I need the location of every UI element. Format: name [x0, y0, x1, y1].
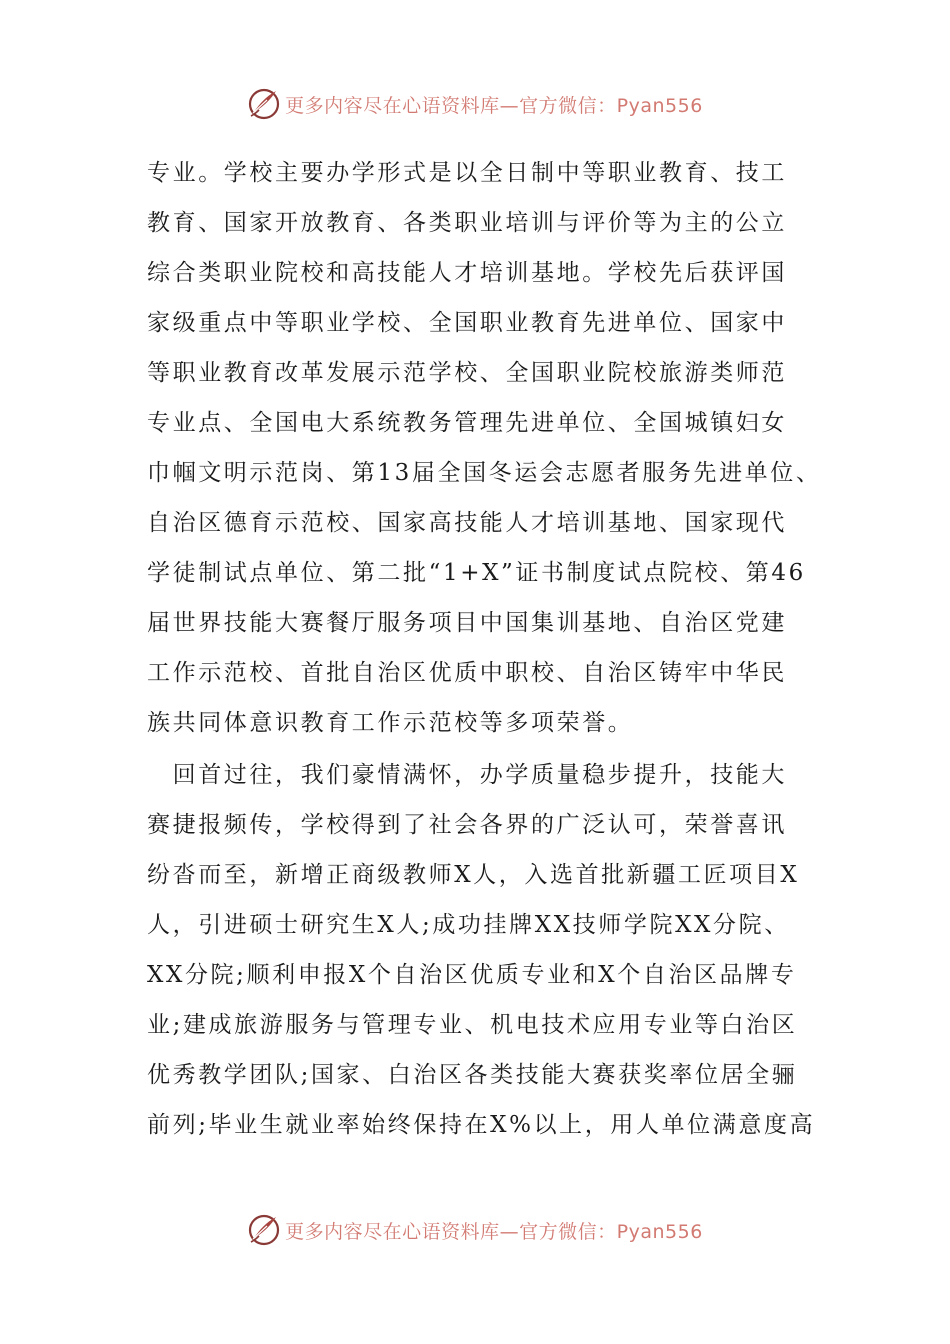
text-line: 综合类职业院校和高技能人才培训基地。学校先后获评国 — [147, 260, 787, 286]
paragraph-2 — [147, 750, 816, 1150]
feather-pen-logo-icon — [247, 1213, 281, 1247]
text-line: 自治区德育示范校、国家高技能人才培训基地、国家现代 — [147, 510, 787, 536]
text-line: 专业点、全国电大系统教务管理先进单位、全国城镇妇女 — [147, 410, 787, 436]
text-line: 业;建成旅游服务与管理专业、机电技术应用专业等白治区 — [147, 1012, 798, 1038]
header-banner — [0, 82, 950, 126]
paragraph-1 — [147, 148, 822, 748]
text-line: 巾帼文明示范岗、第13届全国冬运会志愿者服务先进单位、 — [147, 460, 822, 486]
text-line: 专业。学校主要办学形式是以全日制中等职业教育、技工 — [147, 160, 787, 186]
text-line: 教育、国家开放教育、各类职业培训与评价等为主的公立 — [147, 210, 787, 236]
text-line: 前列;毕业生就业率始终保持在X%以上，用人单位满意度高 — [147, 1112, 816, 1138]
footer-banner-text: 更多内容尽在心语资料库—官方微信：Pyan556 — [285, 1220, 703, 1243]
footer-banner — [0, 1208, 950, 1252]
text-line: 工作示范校、首批自治区优质中职校、自治区铸牢中华民 — [147, 660, 787, 686]
text-line: 纷沓而至，新增正商级教师X人，入选首批新疆工匠项目X — [147, 862, 800, 888]
text-line: 赛捷报频传，学校得到了社会各界的广泛认可，荣誉喜讯 — [147, 812, 787, 838]
text-line: 回首过往，我们豪情满怀，办学质量稳步提升，技能大 — [147, 762, 787, 788]
text-line: 届世界技能大赛餐厅服务项目中国集训基地、自治区党建 — [147, 610, 787, 636]
document-body — [147, 148, 822, 1150]
text-line: 家级重点中等职业学校、全国职业教育先进单位、国家中 — [147, 310, 787, 336]
text-line: 族共同体意识教育工作示范校等多项荣誉。 — [147, 710, 634, 736]
feather-pen-logo-icon — [247, 87, 281, 121]
header-banner-text: 更多内容尽在心语资料库—官方微信：Pyan556 — [285, 94, 703, 117]
text-line: 人，引进硕士研究生X人;成功挂牌XX技师学院XX分院、 — [147, 912, 790, 938]
text-line: 等职业教育改革发展示范学校、全国职业院校旅游类师范 — [147, 360, 787, 386]
text-line: 学徒制试点单位、第二批“1+X”证书制度试点院校、第46 — [147, 560, 806, 586]
text-line: 优秀教学团队;国家、白治区各类技能大赛获奖率位居全骊 — [147, 1062, 798, 1088]
text-line: XX分院;顺利申报X个自治区优质专业和X个自治区品牌专 — [147, 962, 797, 988]
